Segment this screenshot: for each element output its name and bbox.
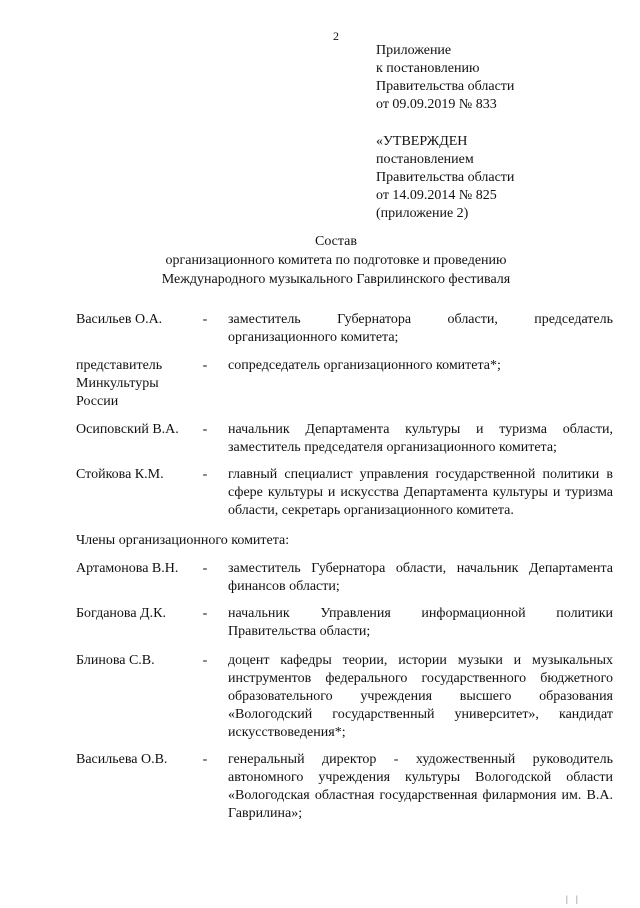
member-role: начальник Управления информационной политики Правительства области; [228, 606, 613, 639]
member-role: заместитель Губернатора области, председатель организационного комитета; [228, 312, 613, 345]
member-name: представитель Минкультуры России [76, 358, 163, 409]
approved-line: (приложение 2) [376, 206, 469, 221]
member-role: генеральный директор - художественный руководитель автономного учреждения культуры Вологодской области «Вологодская областная государственная филармония им. В.А. Гаврилина»; [228, 752, 613, 821]
title-line: Международного музыкального Гаврилинского фестиваля [161, 272, 511, 287]
separator-dash: - [202, 422, 208, 437]
member-role: главный специалист управления государственной политики в сфере культуры и искусства Департамента культуры и туризма области, секретарь организационного комитета. [228, 467, 613, 518]
separator-dash: - [202, 752, 208, 767]
document-title [100, 233, 572, 290]
approved-line: постановлением [376, 152, 474, 167]
member-name: Артамонова В.Н. [76, 561, 179, 576]
separator-dash: - [202, 606, 208, 621]
approved-line: от 14.09.2014 № 825 [376, 188, 497, 203]
member-name: Богданова Д.К. [76, 606, 166, 621]
member-name: Осиповский В.А. [76, 422, 179, 437]
annex-block [376, 42, 626, 114]
page-number: 2 [333, 29, 339, 43]
separator-dash: - [202, 467, 208, 482]
member-name: Блинова С.В. [76, 653, 155, 668]
title-line: Состав [314, 234, 357, 249]
member-role: заместитель Губернатора области, начальник Департамента финансов области; [228, 561, 613, 594]
annex-line: от 09.09.2019 № 833 [376, 97, 497, 112]
annex-line: Правительства области [376, 79, 515, 94]
separator-dash: - [202, 358, 208, 373]
member-role: начальник Департамента культуры и туризма области, заместитель председателя организационного комитета; [228, 422, 613, 455]
member-name: Васильева О.В. [76, 752, 168, 767]
member-role: доцент кафедры теории, истории музыки и музыкальных инструментов федерального государственного бюджетного образовательного учреждения высшего образования «Вологодский государственный университет», кандидат искусствоведения*; [228, 653, 613, 740]
members-header: Члены организационного комитета: [76, 533, 290, 548]
annex-line: Приложение [376, 43, 452, 58]
separator-dash: - [202, 561, 208, 576]
member-name: Стойкова К.М. [76, 467, 164, 482]
separator-dash: - [202, 653, 208, 668]
separator-dash: - [202, 312, 208, 327]
member-name: Васильев О.А. [76, 312, 163, 327]
annex-line: к постановлению [376, 61, 480, 76]
approved-block [376, 133, 626, 223]
approved-line: «УТВЕРЖДЕН [376, 134, 468, 149]
title-line: организационного комитета по подготовке и проведению [165, 253, 507, 268]
member-role: сопредседатель организационного комитета*; [228, 358, 501, 373]
approved-line: Правительства области [376, 170, 515, 185]
footer-mark: | | [566, 894, 581, 904]
